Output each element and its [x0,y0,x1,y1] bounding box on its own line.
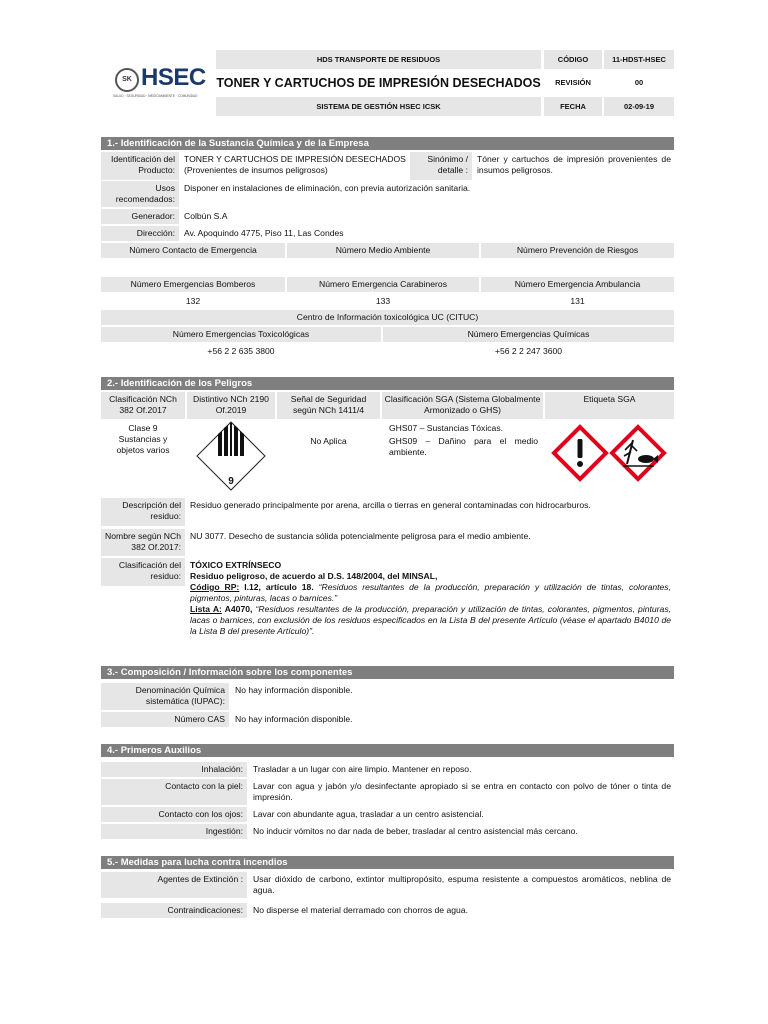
doc-type: HDS TRANSPORTE DE RESIDUOS [216,50,541,69]
section-1-title: 1.- Identificación de la Sustancia Química y de la Empresa [101,137,674,150]
police-value: 133 [375,296,391,306]
extinction-agents-label: Agentes de Extinción : [101,872,247,898]
iupac-value: No hay información disponible. [235,685,353,695]
stripes [218,423,244,456]
uses-value: Disponer en instalaciones de eliminación, con previa autorización sanitaria. [184,183,471,193]
codigo-value: 11-HDST-HSEC [604,50,674,69]
cas-value: No hay información disponible. [235,714,353,724]
eye-contact-value: Lavar con abundante agua, trasladar a un centro asistencial. [253,809,484,819]
sga-header: Clasificación SGA (Sistema Globalmente Armonizado o GHS) [382,392,543,419]
chemical-value: +56 2 2 247 3600 [494,346,563,356]
contraindications-value: No disperse el material derramado con chorros de agua. [253,905,468,915]
generator-value: Colbún S.A [184,211,228,221]
contact-emergency-value [101,260,285,275]
police-header: Número Emergencia Carabineros [287,277,479,292]
fecha-value: 02-09-19 [604,97,674,116]
logo-text: HSEC [141,64,206,91]
cituc-header: Centro de Información toxicológica UC (CITUC) [101,310,674,325]
uses-label: Usos recomendados: [101,181,179,207]
contraindications-label: Contraindicaciones: [101,903,247,918]
risk-prevention-value [481,260,674,275]
classification-label: Clasificación del residuo: [101,558,185,586]
ambulance-value: 131 [570,296,585,306]
sga-label-header: Etiqueta SGA [545,392,674,419]
product-id-value: TONER Y CARTUCHOS DE IMPRESIÓN DESECHADOS (Provenientes de insumos peligrosos) [184,154,406,175]
description-value: Residuo generado principalmente por arena, arcilla o tierras en general contaminadas con hidrocarburos. [190,500,591,510]
safety-sign-value: No Aplica [310,436,347,446]
chemical-header: Número Emergencias Químicas [383,327,674,342]
inhalation-value: Trasladar a un lugar con aire limpio. Mantener en reposo. [253,764,472,774]
inhalation-label: Inhalación: [101,762,247,777]
ambulance-header: Número Emergencia Ambulancia [481,277,674,292]
logo-badge: SK [115,68,139,92]
toxic-extrinsic: TÓXICO EXTRÍNSECO [190,560,282,570]
nch2190-header: Distintivo NCh 2190 Of.2019 [187,392,275,419]
logo-tagline: SALUD · SEGURIDAD · MEDIOAMBIENTE · COMUNIDAD [113,94,198,98]
dangerous-waste-line: Residuo peligroso, de acuerdo al D.S. 148/2004, del MINSAL, [190,571,438,581]
revision-value: 00 [634,78,644,87]
name-nch382-value: NU 3077. Desecho de sustancia sólida potencialmente peligrosa para el medio ambiente. [190,531,531,541]
rp-code-line: Código RP: I.12, artículo 18. “Residuos resultantes de la producción, preparación y utilización de tintas, colorantes, pigmentos, pinturas, lacas o barnices.” [190,582,671,603]
synonym-value: Tóner y cartuchos de impresión provenientes de insumos peligrosos. [477,154,671,175]
risk-prevention-header: Número Prevención de Riesgos [481,243,674,258]
skin-contact-value: Lavar con agua y jabón y/o desinfectante apropiado si se entra en contacto con polvo de tóner o tinta de impresión. [253,781,671,802]
nch1411-header: Señal de Seguridad según NCh 1411/4 [277,392,380,419]
management-system: SISTEMA DE GESTIÓN HSEC ICSK [216,97,541,116]
ghs07-text: GHS07 – Sustancias Tóxicas. [389,423,504,433]
address-value: Av. Apoquindo 4775, Piso 11, Las Condes [184,228,344,238]
skin-contact-label: Contacto con la piel: [101,779,247,805]
nch382-header: Clasificación NCh 382 Of.2017 [101,392,185,419]
generator-label: Generador: [101,209,179,224]
ghs07-exclamation-icon [551,424,609,482]
diamond-number: 9 [228,476,234,487]
class-9-diamond-icon [195,420,267,492]
section-5-title: 5.- Medidas para lucha contra incendios [101,856,674,869]
description-label: Descripción del residuo: [101,498,185,526]
codigo-label: CÓDIGO [544,50,602,69]
section-4-title: 4.- Primeros Auxilios [101,744,674,757]
fecha-label: FECHA [544,97,602,116]
doc-title: TONER Y CARTUCHOS DE IMPRESIÓN DESECHADOS [216,76,541,90]
extinction-agents-value: Usar dióxido de carbono, extintor multipropósito, espuma resistente a compuestos aromáticos, neblina de agua. [253,874,671,895]
firefighters-header: Número Emergencias Bomberos [101,277,285,292]
product-id-label: Identificación del Producto: [101,152,179,180]
list-a-line: Lista A: A4070, “Residuos resultantes de la producción, preparación y utilización de tintas, colorantes, pigmentos, pinturas, lacas o barnices, con exclusión de los residuos especificados en la Lista B del presente Artículo (véase el apartado B4010 de la Lista B del presente Artículo)”. [190,604,672,636]
toxicology-header: Número Emergencias Toxicológicas [101,327,381,342]
ingestion-value: No inducir vómitos no dar nada de beber, trasladar al centro asistencial más cercano. [253,826,578,836]
class-9-text: Clase 9 Sustancias y objetos varios [116,423,170,455]
address-label: Dirección: [101,226,179,241]
environment-value [287,260,479,275]
synonym-label: Sinónimo / detalle : [410,152,472,180]
firefighters-value: 132 [185,296,201,306]
ingestion-label: Ingestión: [101,824,247,839]
classification-value [187,558,674,650]
section-2-title: 2.- Identificación de los Peligros [101,377,674,390]
iupac-label: Denominación Química sistemática (IUPAC): [101,683,229,710]
eye-contact-label: Contacto con los ojos: [101,807,247,822]
cas-label: Número CAS [101,712,229,727]
contact-emergency-header: Número Contacto de Emergencia [101,243,285,258]
ghs09-environment-icon [609,424,667,482]
ghs09-text: GHS09 – Dañino para el medio ambiente. [389,436,538,457]
environment-header: Número Medio Ambiente [287,243,479,258]
header-logo [101,50,213,116]
section-3-title: 3.- Composición / Información sobre los componentes [101,666,674,679]
toxicology-value: +56 2 2 635 3800 [207,346,275,356]
revision-label: REVISIÓN [555,78,591,87]
name-nch382-label: Nombre según NCh 382 Of.2017: [101,529,185,556]
